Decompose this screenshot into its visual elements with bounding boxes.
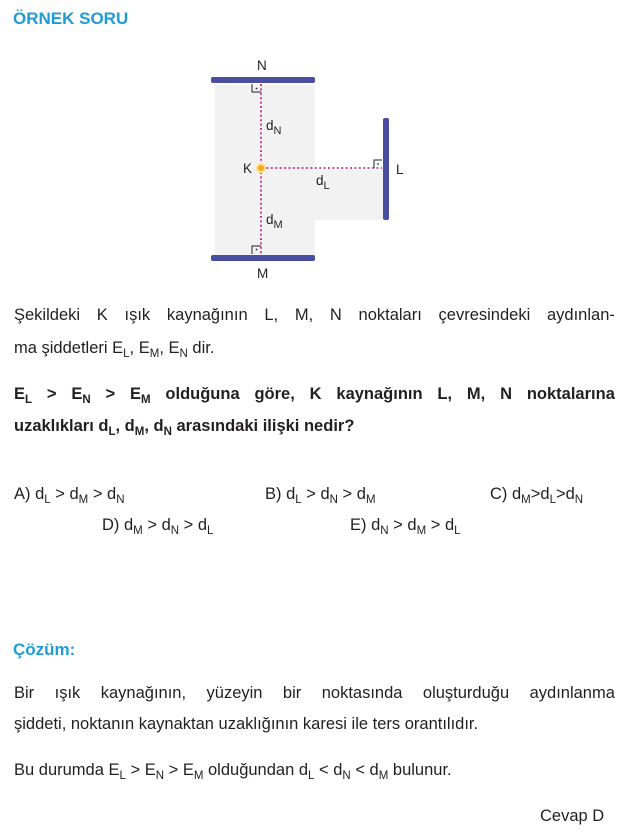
option-c[interactable]: C) $d_M>d_L>d_N$ [490,485,584,506]
label-l: L [396,162,404,177]
question-line-2: ma şiddetleri $E_L$, $E_M$, $E_N$ dir. [14,339,215,360]
label-k: K [243,161,253,176]
option-a[interactable]: A) $d_L > d_M > d_N$ [14,485,125,506]
option-e[interactable]: E) $d_N > d_M > d_L$ [350,516,461,537]
label-n: N [257,58,267,73]
label-m: M [257,266,269,281]
label-dm: $d_M$ [266,212,283,231]
option-b[interactable]: B) $d_L > d_N > d_M$ [265,485,376,506]
solution-title: Çözüm: [13,640,76,659]
label-dn: $d_N$ [266,118,282,137]
question-bold-line-1: $E_L$ > $E_N$ > $E_M$ olduğuna göre, K kaynağının L, M, N noktalarına [14,385,615,406]
solution-line-2: şiddeti, noktanın kaynaktan uzaklığının karesi ile ters orantılıdır. [14,715,479,733]
question-bold-line-2: uzaklıkları $d_L$, $d_M$, $d_N$ arasındaki ilişki nedir? [14,417,355,438]
answer-label: Cevap D [540,807,605,825]
plate-m [211,255,315,261]
label-dl: $d_L$ [316,173,330,192]
question-line-1: Şekildeki K ışık kaynağının L, M, N noktaları çevresindeki aydınlan- [14,306,615,324]
plate-n [211,77,315,83]
option-d[interactable]: D) $d_M > d_N > d_L$ [102,516,214,537]
plate-l [383,118,389,220]
solution-line-3: Bu durumda $E_L > E_N > E_M$ olduğundan $d_L < d_N < d_M$ bulunur. [14,761,452,782]
page-title: ÖRNEK SORU [13,9,129,28]
optics-figure [0,0,629,290]
light-source-k [258,165,264,171]
solution-line-1: Bir ışık kaynağının, yüzeyin bir noktasında oluşturduğu aydınlanma [14,684,615,702]
